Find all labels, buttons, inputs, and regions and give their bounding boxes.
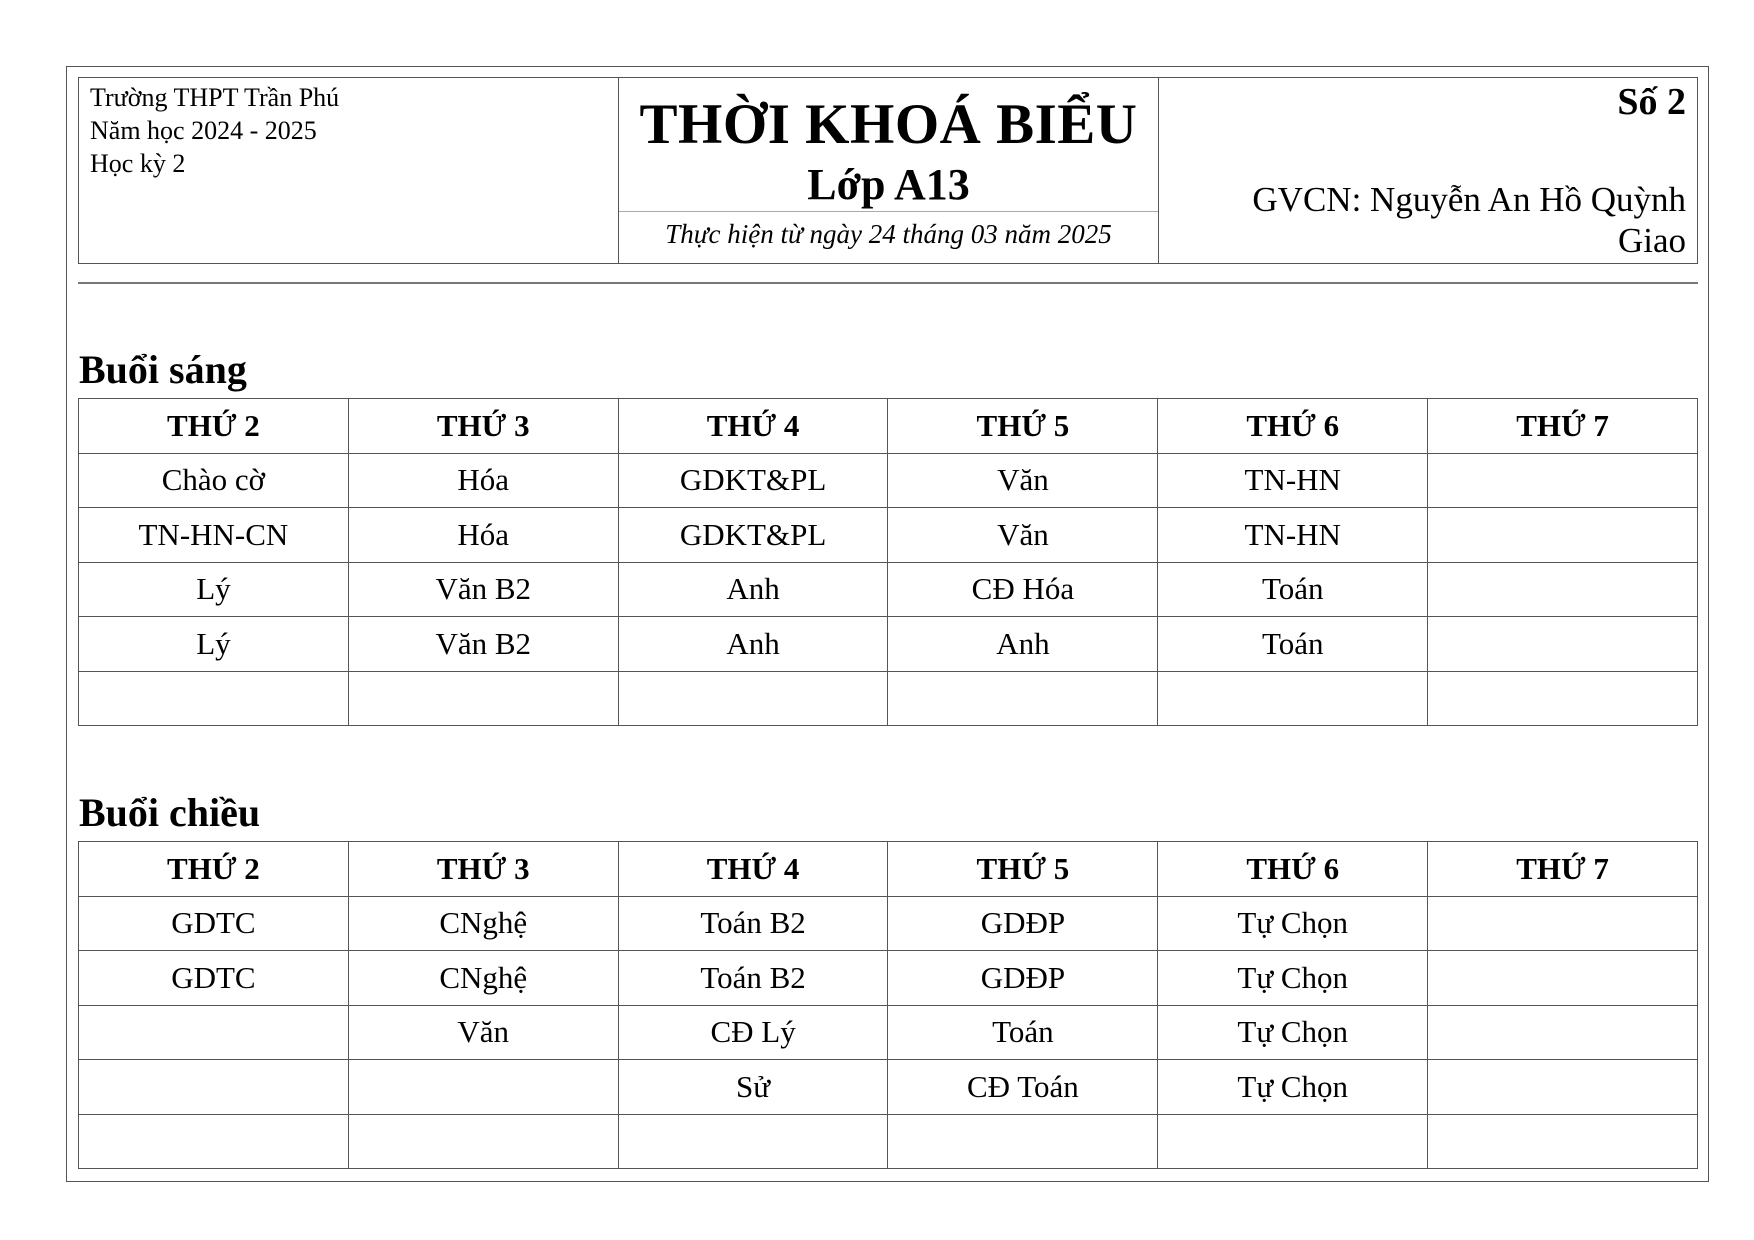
subject-cell: Văn	[888, 508, 1158, 563]
subject-cell: GDKT&PL	[618, 453, 888, 508]
subject-cell: Văn	[348, 1005, 618, 1060]
day-header: THỨ 5	[888, 399, 1158, 454]
subject-cell: GDĐP	[888, 896, 1158, 951]
subject-cell: Hóa	[348, 508, 618, 563]
subject-cell: Lý	[79, 617, 349, 672]
subject-cell: CĐ Lý	[618, 1005, 888, 1060]
subject-cell: GDKT&PL	[618, 508, 888, 563]
subject-cell	[618, 671, 888, 726]
afternoon-title: Buổi chiều	[79, 790, 261, 835]
subject-cell: Anh	[618, 617, 888, 672]
period-row	[79, 951, 1698, 1006]
morning-timetable	[78, 398, 1698, 726]
subject-cell: Tự Chọn	[1158, 1005, 1428, 1060]
period-row	[79, 617, 1698, 672]
subject-cell: Văn	[888, 453, 1158, 508]
subject-cell	[1428, 508, 1698, 563]
subject-cell: GDĐP	[888, 951, 1158, 1006]
subject-cell	[79, 1005, 349, 1060]
class-label: Lớp A13	[807, 160, 970, 209]
homeroom-teacher: GVCN: Nguyễn An Hồ Quỳnh Giao	[1252, 180, 1686, 260]
day-header: THỨ 3	[348, 399, 618, 454]
day-header: THỨ 7	[1428, 842, 1698, 897]
day-header: THỨ 3	[348, 842, 618, 897]
period-row	[79, 1005, 1698, 1060]
subject-cell: Toán	[1158, 562, 1428, 617]
day-header: THỨ 7	[1428, 399, 1698, 454]
day-header: THỨ 5	[888, 842, 1158, 897]
subject-cell: Toán	[888, 1005, 1158, 1060]
subject-cell	[1428, 671, 1698, 726]
document-header	[78, 77, 1698, 264]
document-number: Số 2	[1617, 81, 1686, 123]
subject-cell	[1428, 951, 1698, 1006]
subject-cell: Toán B2	[618, 951, 888, 1006]
school-term: Học kỳ 2	[90, 149, 186, 178]
subject-cell	[1158, 671, 1428, 726]
title-divider	[619, 211, 1158, 212]
page-title: THỜI KHOÁ BIỂU	[639, 93, 1138, 156]
subject-cell	[888, 671, 1158, 726]
subject-cell	[79, 1114, 349, 1169]
subject-cell: Tự Chọn	[1158, 1060, 1428, 1115]
subject-cell: Tự Chọn	[1158, 951, 1428, 1006]
subject-cell	[348, 671, 618, 726]
subject-cell: Anh	[618, 562, 888, 617]
subject-cell	[348, 1114, 618, 1169]
day-header: THỨ 2	[79, 842, 349, 897]
day-header: THỨ 6	[1158, 399, 1428, 454]
subject-cell	[1428, 562, 1698, 617]
subject-cell: Chào cờ	[79, 453, 349, 508]
day-header: THỨ 2	[79, 399, 349, 454]
subject-cell: Sử	[618, 1060, 888, 1115]
subject-cell: CĐ Toán	[888, 1060, 1158, 1115]
subject-cell: CNghệ	[348, 896, 618, 951]
subject-cell	[1428, 453, 1698, 508]
subject-cell: Văn B2	[348, 562, 618, 617]
period-row	[79, 1114, 1698, 1169]
period-row	[79, 671, 1698, 726]
subject-cell: GDTC	[79, 951, 349, 1006]
afternoon-timetable	[78, 841, 1698, 1169]
subject-cell: CĐ Hóa	[888, 562, 1158, 617]
subject-cell: TN-HN	[1158, 453, 1428, 508]
period-row	[79, 508, 1698, 563]
school-info	[79, 78, 619, 263]
period-row	[79, 1060, 1698, 1115]
header-row	[79, 399, 1698, 454]
header-row	[79, 842, 1698, 897]
subject-cell	[618, 1114, 888, 1169]
day-header: THỨ 4	[618, 399, 888, 454]
subject-cell: Văn B2	[348, 617, 618, 672]
subject-cell: Lý	[79, 562, 349, 617]
subject-cell	[1428, 617, 1698, 672]
subject-cell	[79, 1060, 349, 1115]
subject-cell: Anh	[888, 617, 1158, 672]
title-block	[619, 78, 1159, 263]
subject-cell	[1428, 896, 1698, 951]
period-row	[79, 453, 1698, 508]
subject-cell: Hóa	[348, 453, 618, 508]
subject-cell	[1428, 1114, 1698, 1169]
subject-cell	[1158, 1114, 1428, 1169]
header-divider	[78, 282, 1698, 284]
subject-cell	[348, 1060, 618, 1115]
subject-cell: Toán	[1158, 617, 1428, 672]
day-header: THỨ 4	[618, 842, 888, 897]
period-row	[79, 896, 1698, 951]
subject-cell	[1428, 1005, 1698, 1060]
school-name: Trường THPT Trần Phú	[90, 83, 340, 112]
subject-cell: CNghệ	[348, 951, 618, 1006]
subject-cell	[79, 671, 349, 726]
period-row	[79, 562, 1698, 617]
morning-title: Buổi sáng	[79, 347, 247, 392]
subject-cell: GDTC	[79, 896, 349, 951]
day-header: THỨ 6	[1158, 842, 1428, 897]
subject-cell: Toán B2	[618, 896, 888, 951]
meta-block	[1159, 78, 1697, 263]
effective-date: Thực hiện từ ngày 24 tháng 03 năm 2025	[665, 219, 1112, 249]
subject-cell	[888, 1114, 1158, 1169]
school-year: Năm học 2024 - 2025	[90, 116, 317, 145]
subject-cell: TN-HN-CN	[79, 508, 349, 563]
subject-cell	[1428, 1060, 1698, 1115]
subject-cell: Tự Chọn	[1158, 896, 1428, 951]
subject-cell: TN-HN	[1158, 508, 1428, 563]
